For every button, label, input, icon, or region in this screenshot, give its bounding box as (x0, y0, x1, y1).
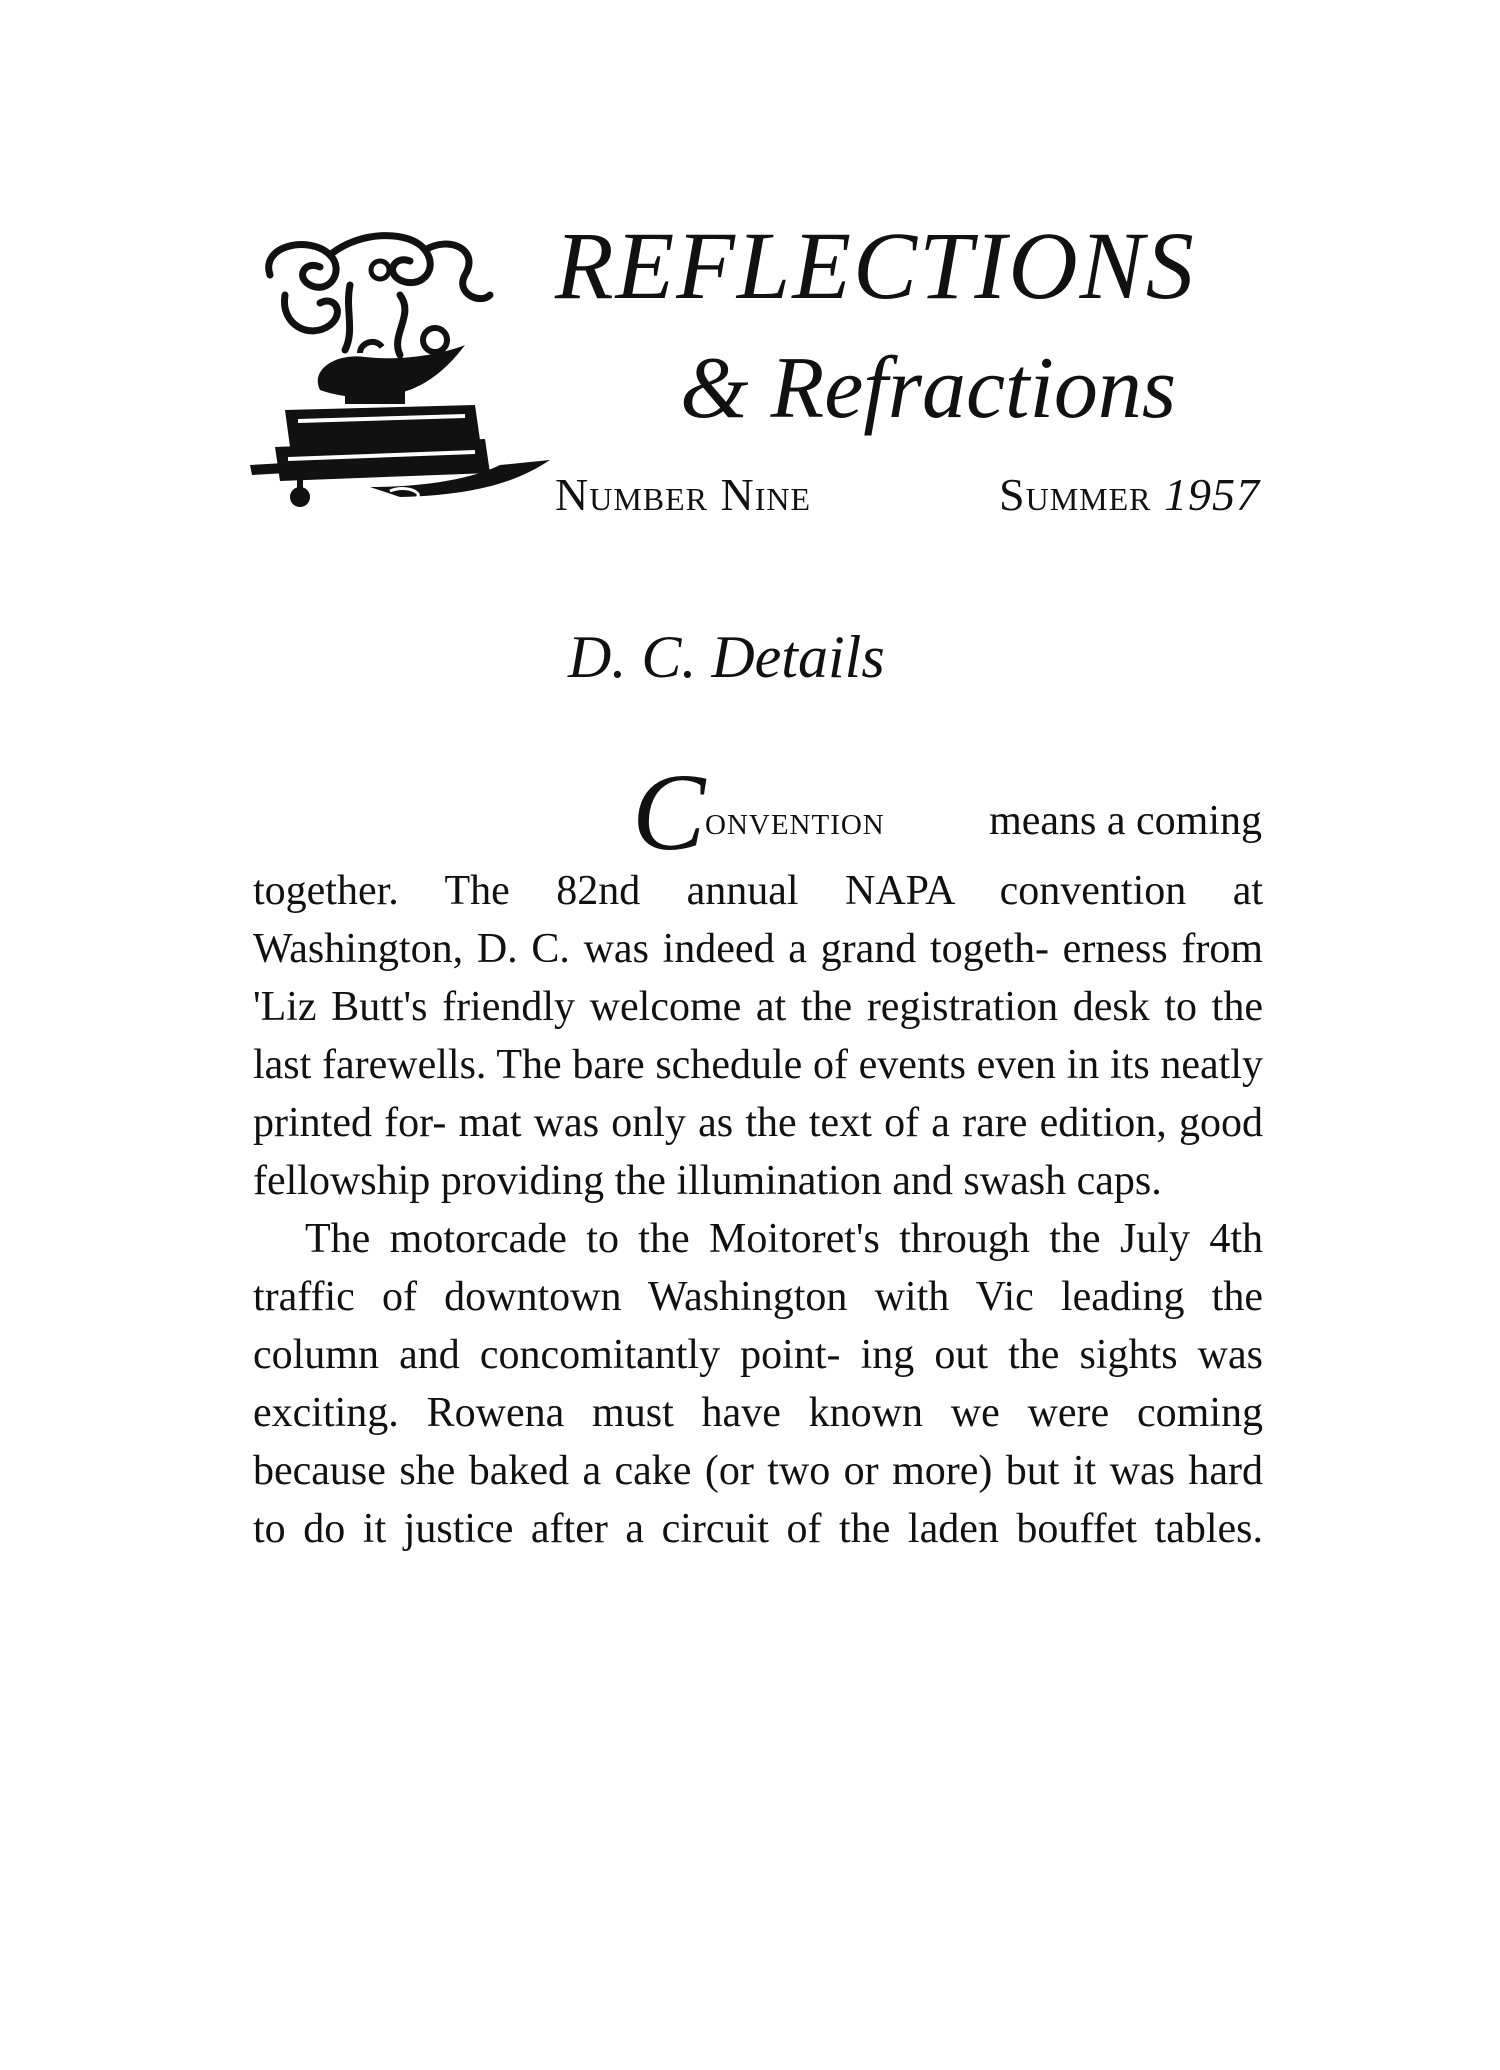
article-body (253, 862, 1263, 1558)
issue-line (555, 469, 1260, 520)
paragraph-2: The motorcade to the Moitoret's through the July 4th traffic of downtown Washington with Vic leading the column and concomitantly point- ing out the sights was exciting. Rowena must have known we were coming because she baked a cake (or two or more) but it was hard to do it justice after a circuit of the laden bouffet tables. (253, 1216, 1263, 1552)
article-first-line (705, 800, 1262, 842)
issue-number: Number Nine (555, 469, 812, 520)
drop-cap: C (632, 751, 706, 873)
masthead-title: REFLECTIONS (555, 212, 1196, 319)
opening-line-rest: means a coming (989, 798, 1262, 844)
opening-word: onvention (705, 798, 885, 844)
issue-season: Summer (999, 469, 1152, 520)
issue-year: 1957 (1164, 469, 1260, 520)
issue-date (999, 469, 1260, 520)
oil-lamp-on-books-icon (250, 225, 550, 525)
paragraph-1: together. The 82nd annual NAPA convention at Washington, D. C. was indeed a grand togeth- erness from 'Liz Butt's friendly welcome at the registration desk to the last farewells. The bare schedule of events even in its neatly printed for- mat was only as the text of a rare edition, good fellowship providing the illumination and swash caps. (253, 868, 1263, 1204)
masthead-subtitle: & Refractions (680, 340, 1177, 437)
article-title: D. C. Details (568, 624, 885, 690)
